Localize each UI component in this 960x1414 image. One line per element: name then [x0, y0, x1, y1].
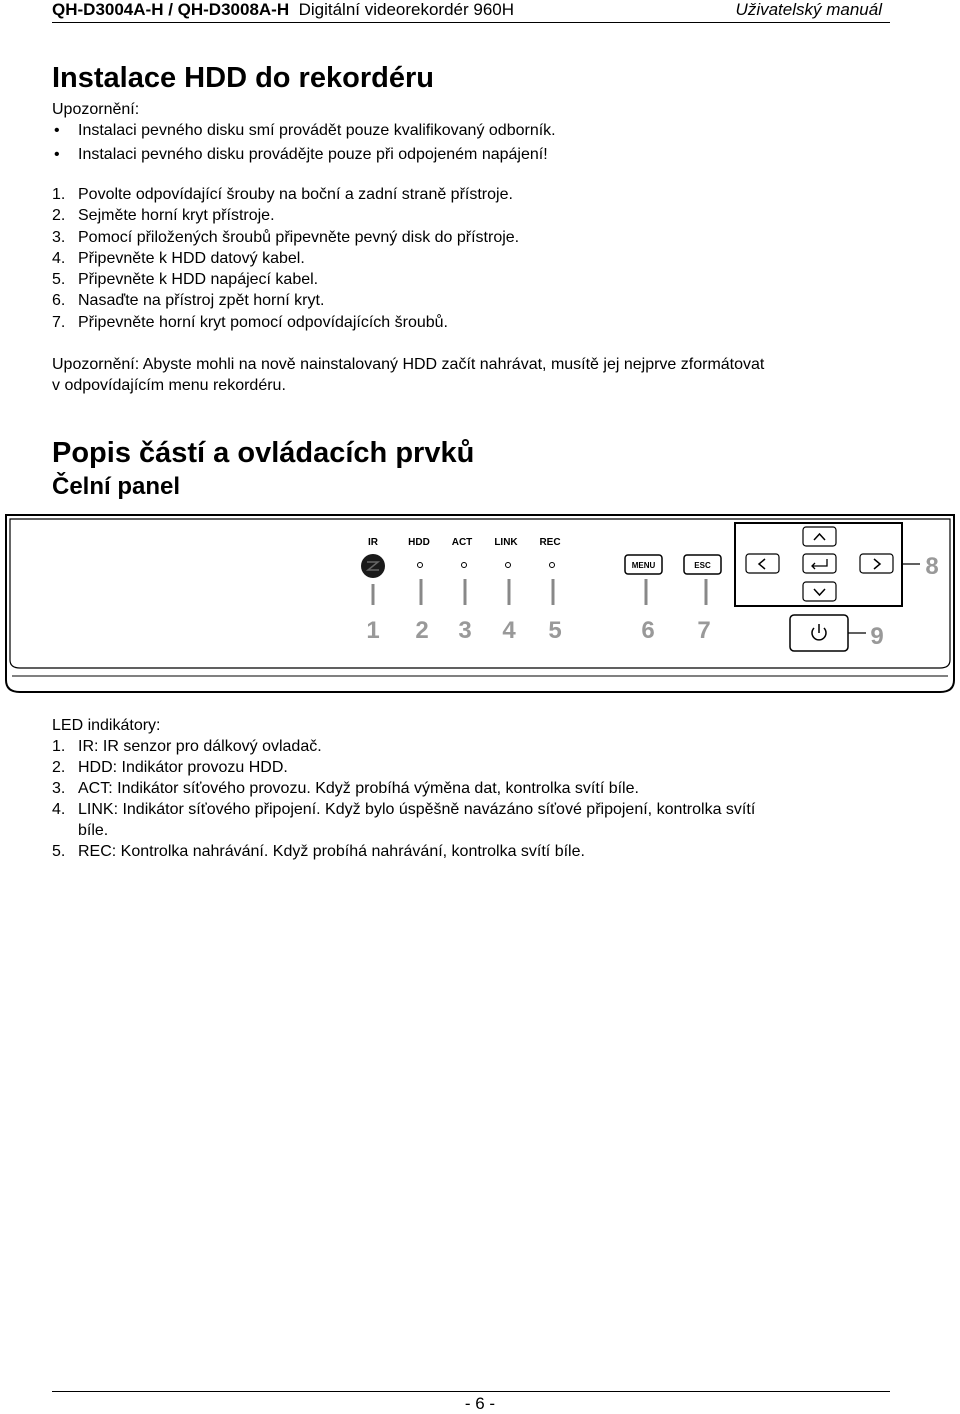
callout-7: 7 [697, 617, 711, 644]
leds-list [52, 736, 755, 862]
esc-button-label: ESC [694, 561, 711, 570]
led-item: 3. ACT: Indikátor síťového provozu. Když probíhá výměna dat, kontrolka svítí bíle. [52, 780, 639, 797]
callout-8: 8 [925, 553, 939, 580]
callout-2: 2 [415, 617, 429, 644]
bullet-icon: • [54, 122, 60, 139]
front-panel-diagram [0, 510, 960, 705]
callout-3: 3 [458, 617, 472, 644]
footer-rule [52, 1391, 890, 1392]
up-arrow-button[interactable] [803, 527, 836, 546]
led-item: 5. REC: Kontrolka nahrávání. Když probíhá nahrávání, kontrolka svítí bíle. [52, 843, 585, 860]
callout-6: 6 [641, 617, 655, 644]
led-label-ir: IR [368, 537, 378, 548]
install-note-line1: Upozornění: Abyste mohli na nově nainstalovaný HDD začít nahrávat, musítě jej nejprve zformátovat [52, 356, 765, 373]
warning-item: • Instalaci pevného disku smí provádět pouze kvalifikovaný odborník. [54, 122, 556, 139]
step-item: 4. Připevněte k HDD datový kabel. [52, 249, 305, 267]
led-item: 1. IR: IR senzor pro dálkový ovladač. [52, 738, 322, 755]
led-label-link: LINK [494, 537, 518, 548]
page-number: - 6 - [464, 1394, 496, 1413]
header-model: QH-D3004A-H / QH-D3008A-H [52, 0, 290, 19]
page-header [52, 0, 890, 23]
led-label-hdd: HDD [408, 537, 430, 548]
step-item: 3. Pomocí přiložených šroubů připevněte pevný disk do přístroje. [52, 228, 520, 246]
header-manual: Uživatelský manuál [735, 0, 882, 19]
callout-5: 5 [548, 617, 562, 644]
led-item: 2. HDD: Indikátor provozu HDD. [52, 759, 288, 776]
callout-1: 1 [366, 617, 380, 644]
leds-title: LED indikátory: [52, 717, 161, 734]
left-arrow-button[interactable] [746, 554, 779, 573]
down-arrow-button[interactable] [803, 582, 836, 601]
step-item: 5. Připevněte k HDD napájecí kabel. [52, 271, 319, 289]
menu-button-label: MENU [631, 561, 656, 570]
step-item: 7. Připevněte horní kryt pomocí odpovídajících šroubů. [52, 313, 448, 331]
install-note-line2: v odpovídajícím menu rekordéru. [52, 377, 286, 394]
header-product: Digitální videorekordér 960H [298, 0, 515, 19]
install-warning-label: Upozornění: [52, 101, 140, 118]
install-title: Instalace HDD do rekordéru [52, 62, 434, 94]
right-arrow-button[interactable] [860, 554, 893, 573]
install-steps [52, 184, 519, 333]
led-label-act: ACT [451, 537, 473, 548]
step-item: 1. Povolte odpovídající šrouby na boční a zadní straně přístroje. [52, 186, 513, 203]
callout-9: 9 [870, 623, 884, 650]
parts-subtitle: Čelní panel [52, 473, 181, 500]
led-label-rec: REC [539, 537, 561, 548]
step-item: 6. Nasaďte na přístroj zpět horní kryt. [52, 292, 325, 310]
led-item: 4. LINK: Indikátor síťového připojení. Když bylo úspěšně navázáno síťové připojení, kontrolka svítí bíle. [52, 801, 756, 839]
parts-title: Popis částí a ovládacích prvků [52, 437, 475, 469]
step-item: 2. Sejměte horní kryt přístroje. [52, 207, 275, 225]
warning-item: • Instalaci pevného disku provádějte pouze při odpojeném napájení! [54, 146, 548, 163]
callout-4: 4 [502, 617, 516, 644]
enter-button[interactable] [803, 554, 836, 573]
install-warnings [52, 120, 556, 168]
header-left [52, 0, 514, 20]
bullet-icon: • [54, 146, 60, 163]
